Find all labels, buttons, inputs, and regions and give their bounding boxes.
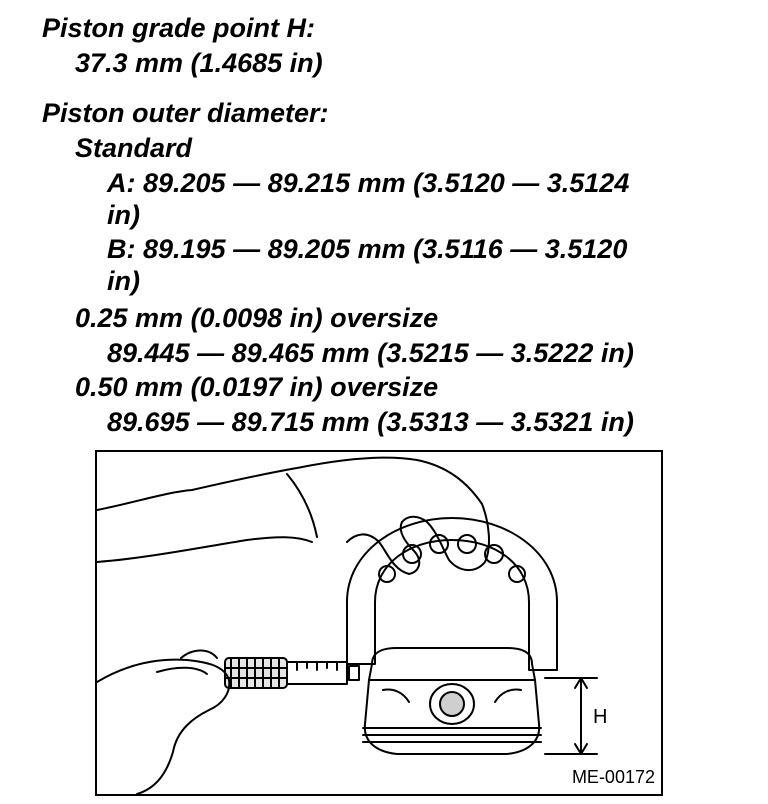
oversize-050-value: 89.695 — 89.715 mm (3.5313 — 3.5321 in) [107, 407, 634, 437]
oversize-025-value: 89.445 — 89.465 mm (3.5215 — 3.5222 in) [107, 338, 634, 368]
outer-diameter-heading: Piston outer diameter: [42, 98, 329, 128]
grade-point-heading: Piston grade point H: [42, 13, 315, 43]
grade-point-value: 37.3 mm (1.4685 in) [75, 48, 323, 78]
standard-heading: Standard [75, 133, 193, 163]
h-dimension-label: H [593, 706, 608, 728]
standard-b-line1: B: 89.195 — 89.205 mm (3.5116 — 3.5120 [107, 234, 628, 264]
piston-crown [369, 648, 535, 680]
micrometer-illustration [97, 452, 661, 794]
standard-a-line1: A: 89.205 — 89.215 mm (3.5120 — 3.5124 [107, 168, 630, 198]
oversize-025-heading: 0.25 mm (0.0098 in) oversize [75, 303, 439, 333]
upper-hand [97, 458, 489, 570]
micrometer-measurement-figure [95, 450, 663, 796]
standard-a-line2: in) [107, 200, 140, 230]
figure-id: ME-00172 [571, 767, 655, 787]
standard-b-line2: in) [107, 266, 140, 296]
lower-hand [97, 660, 229, 794]
h-dimension-line [545, 678, 597, 754]
oversize-050-heading: 0.50 mm (0.0197 in) oversize [75, 372, 439, 402]
